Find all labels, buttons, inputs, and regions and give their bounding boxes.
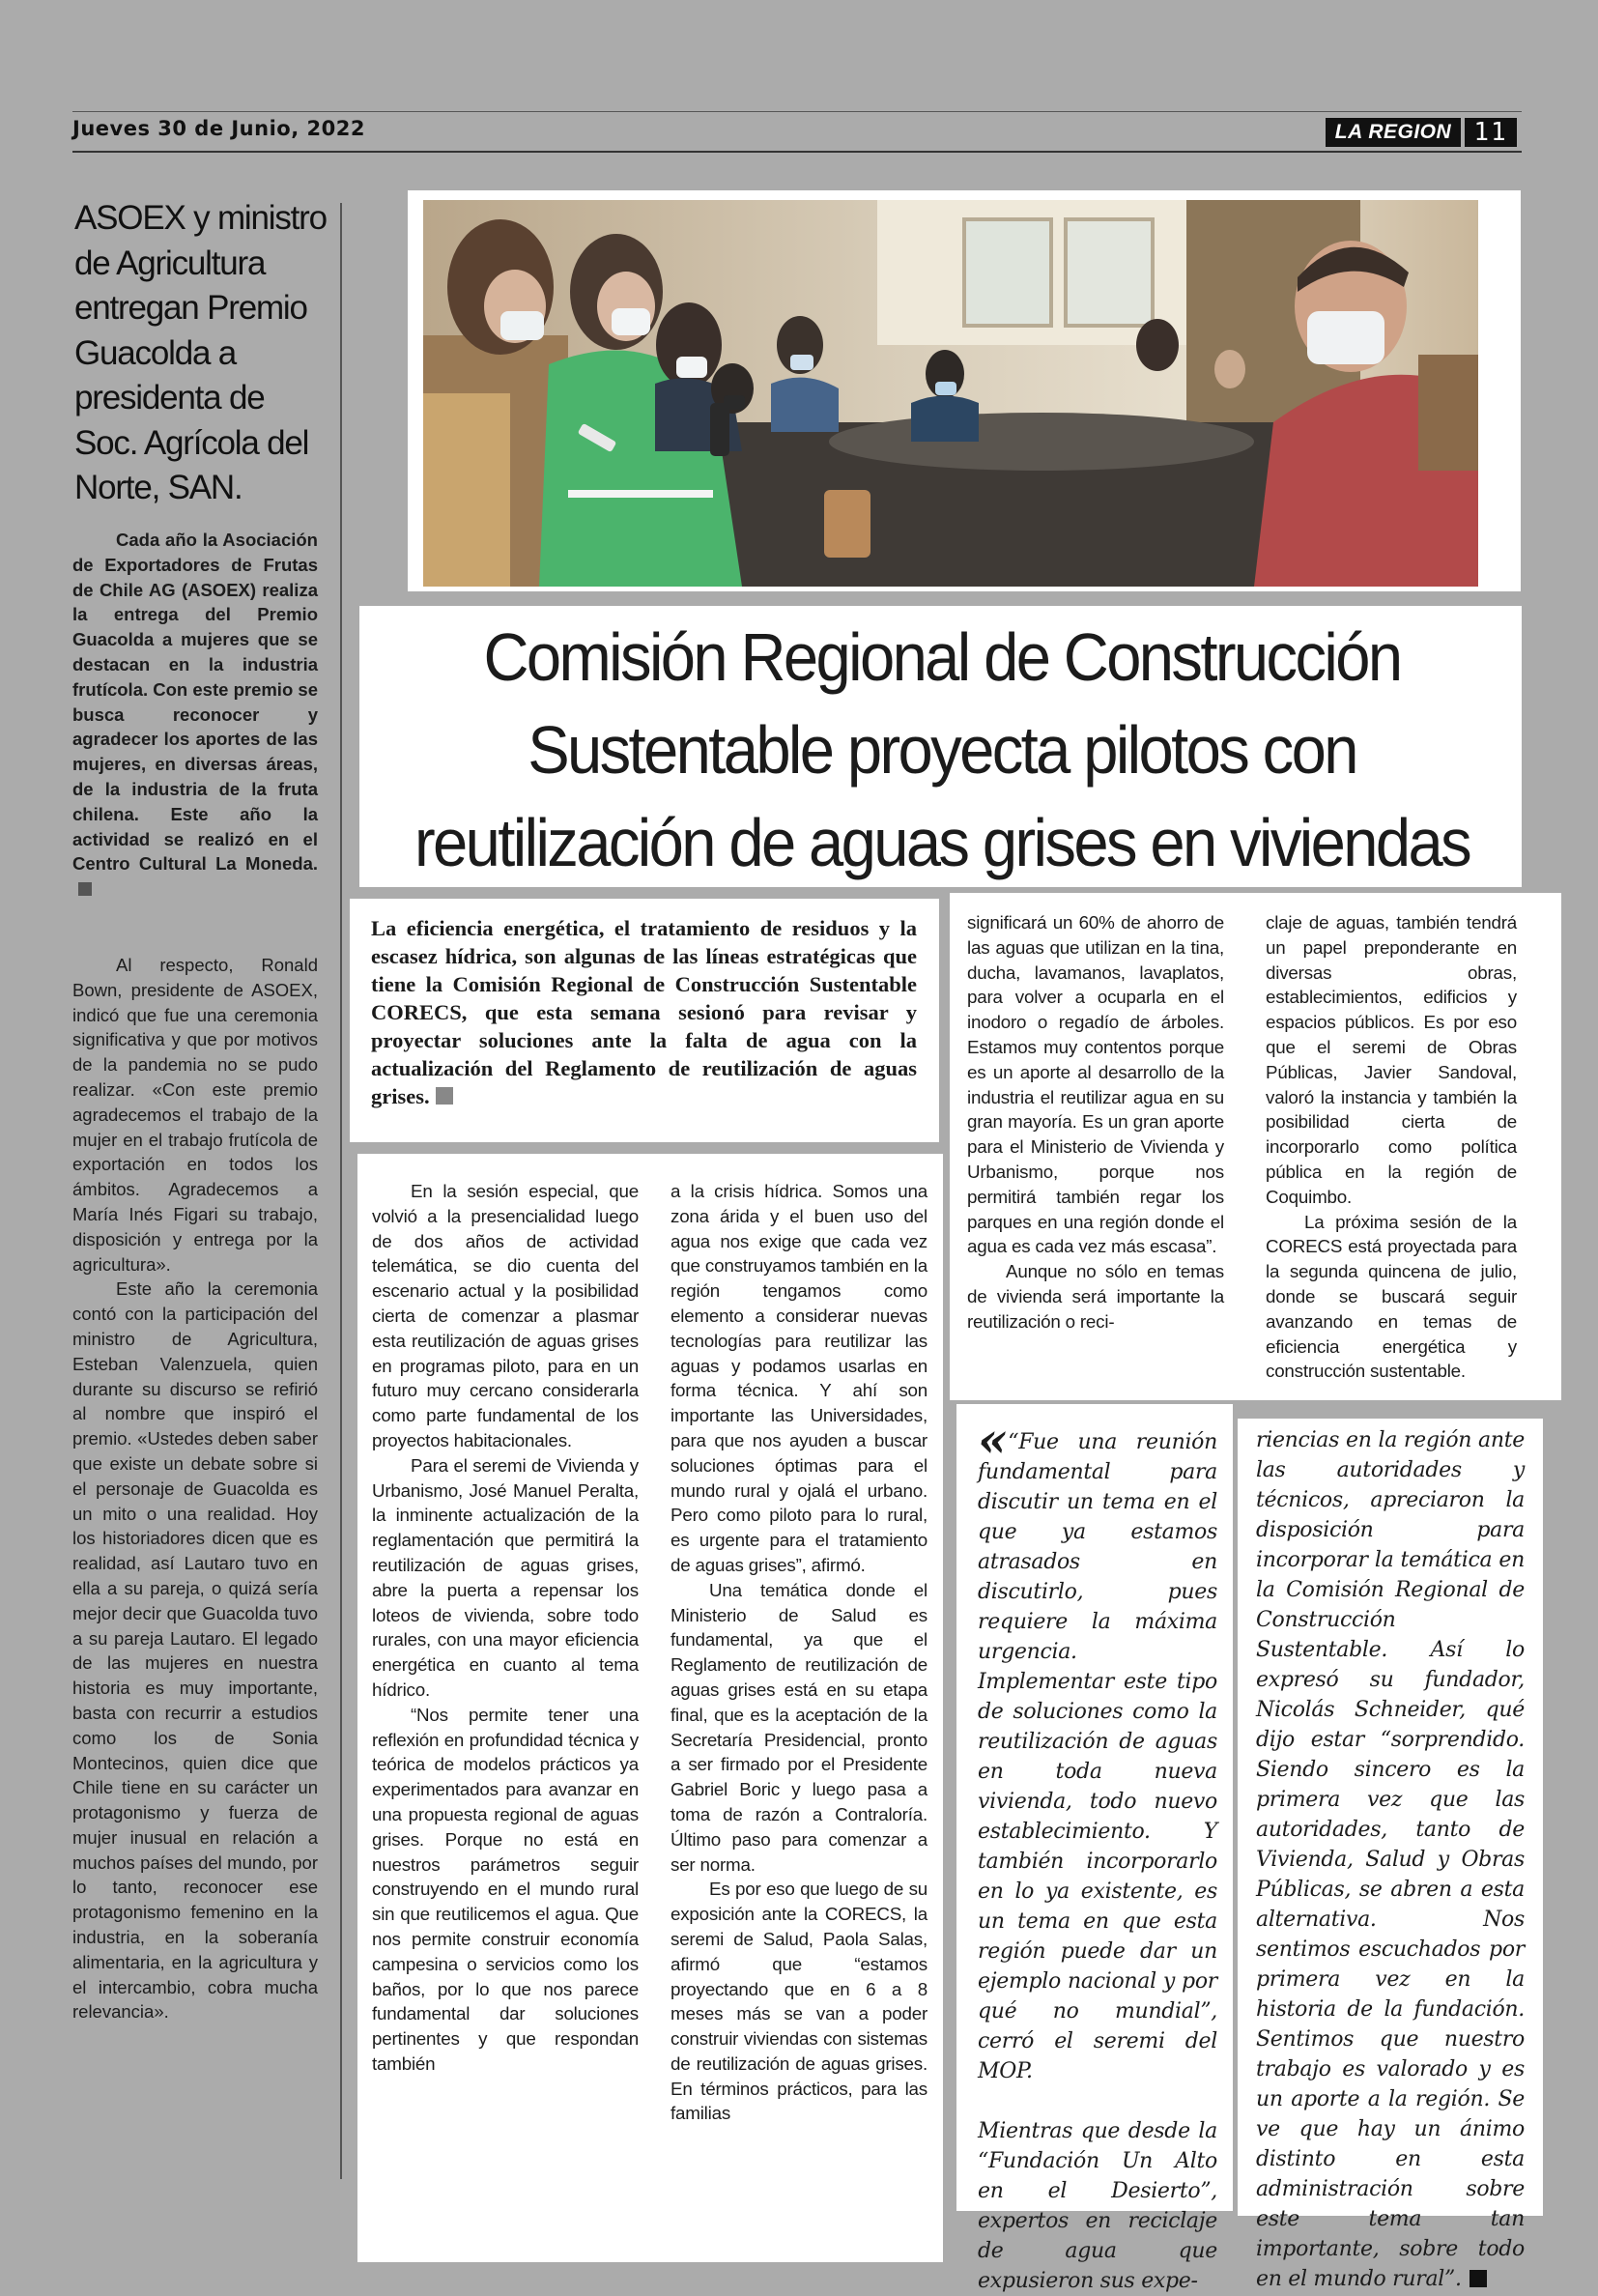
article-paragraph: Es por eso que luego de su exposición ante la CORECS, la seremi de Salud, Paola Salas, afirmó que “estamos proyectando que en 6 a 8 meses más se van a poder construir viviendas con sistemas de reutilización de aguas grises. En términos prácticos, para las familias (671, 1879, 927, 2124)
article-paragraph: Aunque no sólo en temas de vivienda será importante la reutilización o reci- (967, 1261, 1224, 1332)
article-column-4 (1266, 910, 1517, 1384)
article-paragraph: a la crisis hídrica. Somos una zona árida y el buen uso del agua nos exige que cada vez que construyamos también en la región tengamos como elemento a considerar nuevas tecnologías para reutilizar las aguas y podamos usarlas en forma técnica. Y ahí son importante las Universidades, para que nos ayuden a buscar soluciones óptimas para el mundo rural y ojalá el urbano. Pero como piloto para lo rural, es urgente para el tratamiento de aguas grises”, afirmó. (671, 1181, 927, 1575)
header-top-rule (72, 111, 1522, 112)
newspaper-logo: LA REGION (1326, 118, 1461, 147)
article-paragraph: significará un 60% de ahorro de las aguas que utilizan en la tina, ducha, lavamanos, lavaplatos, para volver a ocuparla en el inodoro o regadío de árboles. Estamos muy contentos porque es un aporte al desarrollo de la industria el reutilizar agua en su gran mayoría. Es un gran aporte para el Ministerio de Vivienda y Urbanismo, porque nos permitirá también regar los parques en una región donde el agua es cada vez más escasa”. (967, 912, 1224, 1257)
sidebar-lead-text: Cada año la Asociación de Exportadores de Frutas de Chile AG (ASOEX) realiza la entrega del Premio Guacolda a mujeres que se destacan en la industria frutícola. Con este premio se busca reconocer y agradecer los aportes de las mujeres, en diversas áreas, de la industria de la fruta chilena. Este año la actividad se realizó en el Centro Cultural La Moneda. (72, 530, 318, 875)
article-headline: Comisión Regional de Construcción Sustentable proyecta pilotos con reutilización de aguas grises en viviendas (414, 619, 1470, 880)
meeting-photo-illustration (423, 200, 1478, 587)
end-mark-icon (78, 882, 92, 896)
sidebar-divider (340, 203, 342, 2179)
quote-column-left (978, 1411, 1217, 2296)
meeting-photo (423, 200, 1478, 587)
end-mark-icon (436, 1087, 453, 1105)
quote-text: “Fue una reunión fundamental para discutir un tema en el que ya estamos atrasados en discutirlo, pues requiere la máxima urgencia. Implementar este tipo de soluciones como la reutilización de aguas en toda nueva vivienda, todo nuevo establecimiento. Y también incorporarlo en lo ya existente, es un tema en que esta región puede dar un ejemplo nacional y por qué no mundial”, cerró el seremi del MOP. (978, 1430, 1217, 2083)
article-column-3 (967, 910, 1224, 1335)
sidebar-paragraph: Al respecto, Ronald Bown, presidente de ASOEX, indicó que fue una ceremonia significativa y que por motivos de la pandemia no se pudo realizar. «Con este premio agradecemos el trabajo de la mujer en el trabajo frutícola de exportación en todos los ámbitos. Agradecemos a María Inés Figari su trabajo, disposición y entrega por la agricultura». (72, 955, 318, 1275)
article-lead (371, 914, 917, 1110)
article-column-2 (671, 1179, 927, 2126)
sidebar-lead (72, 528, 318, 902)
article-paragraph: “Nos permite tener una reflexión en profundidad técnica y teórica de modelos prácticos ya experimentados para avanzar en una propuesta regional de aguas grises. Porque no está en nuestros parámetros seguir construyendo en el mundo rural sin que reutilicemos el agua. Que nos permite construir economía campesina o servicios como los baños, por lo que nos parece fundamental dar soluciones pertinentes y que respondan también (372, 1704, 639, 2074)
quote-paragraph (978, 1411, 1217, 2086)
sidebar-paragraph: Este año la ceremonia contó con la participación del ministro de Agricultura, Esteban Valenzuela, quien durante su discurso se refirió al nombre que inspiró el premio. «Ustedes deben saber que existe un debate sobre si el personaje de Guacolda es un mito o una realidad. Hoy los historiadores dicen que es realidad, así Lautaro tuvo en ella a su pareja, o quizá sería mejor decir que Guacolda tuvo a su pareja Lautaro. El legado de las mujeres en nuestra historia es muy importante, basta con recurrir a estudios como los de Sonia Montecinos, quien dice que Chile tiene en su carácter un protagonismo y fuerza de mujer inusual en relación a muchos países del mundo, por lo tanto, reconocer ese protagonismo femenino en la industria, en la soberanía alimentaria, en la agricultura y el intercambio, cobra mucha relevancia». (72, 1278, 318, 2023)
quote-column-right (1256, 1425, 1525, 2294)
article-paragraph: Para el seremi de Vivienda y Urbanismo, José Manuel Peralta, la inminente actualización de la reglamentación que permitirá la reutilización de aguas grises, abre la puerta a repensar los loteos de vivienda, sobre todo rurales, con una mayor eficiencia energética en cuanto al tema hídrico. (372, 1454, 639, 1700)
sidebar-body (72, 953, 318, 2024)
article-lead-text: La eficiencia energética, el tratamiento de residuos y la escasez hídrica, son algunas de las líneas estratégicas que tiene la Comisión Regional de Construcción Sustentable CORECS, que esta semana sesionó para revisar y proyectar soluciones ante la falta de agua con la actualización del Reglamento de reutilización de aguas grises. (371, 916, 917, 1108)
issue-date: Jueves 30 de Junio, 2022 (72, 117, 365, 140)
article-paragraph: claje de aguas, también tendrá un papel preponderante en diversas obras, establecimientos, edificios y espacios públicos. Es por eso que el seremi de Obras Públicas, Javier Sandoval, valoró la instancia y también la posibilidad cierta de incorporarlo como política pública en la región de Coquimbo. (1266, 912, 1517, 1207)
end-mark-icon (1470, 2270, 1487, 2287)
sidebar-headline: ASOEX y ministro de Agricultura entregan Premio Guacolda a presidenta de Soc. Agrícola del Norte, SAN. (74, 199, 327, 506)
article-paragraph: En la sesión especial, que volvió a la presencialidad luego de dos años de actividad telemática, se dio cuenta del escenario actual y la posibilidad cierta de comenzar a plasmar esta reutilización de aguas grises en programas piloto, para en un futuro muy cercano considerarla como parte fundamental de los proyectos habitacionales. (372, 1181, 639, 1450)
quote-paragraph: Mientras que desde la “Fundación Un Alto en el Desierto”, expertos en reciclaje de agua que expusieron sus expe- (978, 2119, 1217, 2293)
quote-mark-icon: « (978, 1411, 1001, 1468)
header-bottom-rule (72, 151, 1522, 153)
page-number: 11 (1465, 118, 1517, 147)
article-paragraph: La próxima sesión de la CORECS está proyectada para la segunda quincena de julio, donde se buscará seguir avanzando en temas de eficiencia energética y construcción sustentable. (1266, 1211, 1517, 1382)
article-column-1 (372, 1179, 639, 2077)
article-paragraph: Una temática donde el Ministerio de Salud es fundamental, ya que el Reglamento de reutilización de aguas grises está en su etapa final, que es la aceptación de la Secretaría Presidencial, pronto a ser firmado por el Presidente Gabriel Boric y luego pasa a toma de razón a Contraloría. Último paso para comenzar a ser norma. (671, 1579, 927, 1875)
quote-text: riencias en la región ante las autoridades y técnicos, apreciaron la disposición para incorporar la temática en la Comisión Regional de Construcción Sustentable. Así lo expresó su fundador, Nicolás Schneider, qué dijo estar “sorprendido. Siendo sincero es la primera vez que las autoridades, tanto de Vivienda, Salud y Obras Públicas, se abren a esta alternativa. Nos sentimos escuchados por primera vez en la historia de la fundación. Sentimos que nuestro trabajo es valorado y es un aporte a la región. Se ve que hay un ánimo distinto en esta administración sobre este tema tan importante, sobre todo en el mundo rural”. (1256, 1428, 1525, 2291)
